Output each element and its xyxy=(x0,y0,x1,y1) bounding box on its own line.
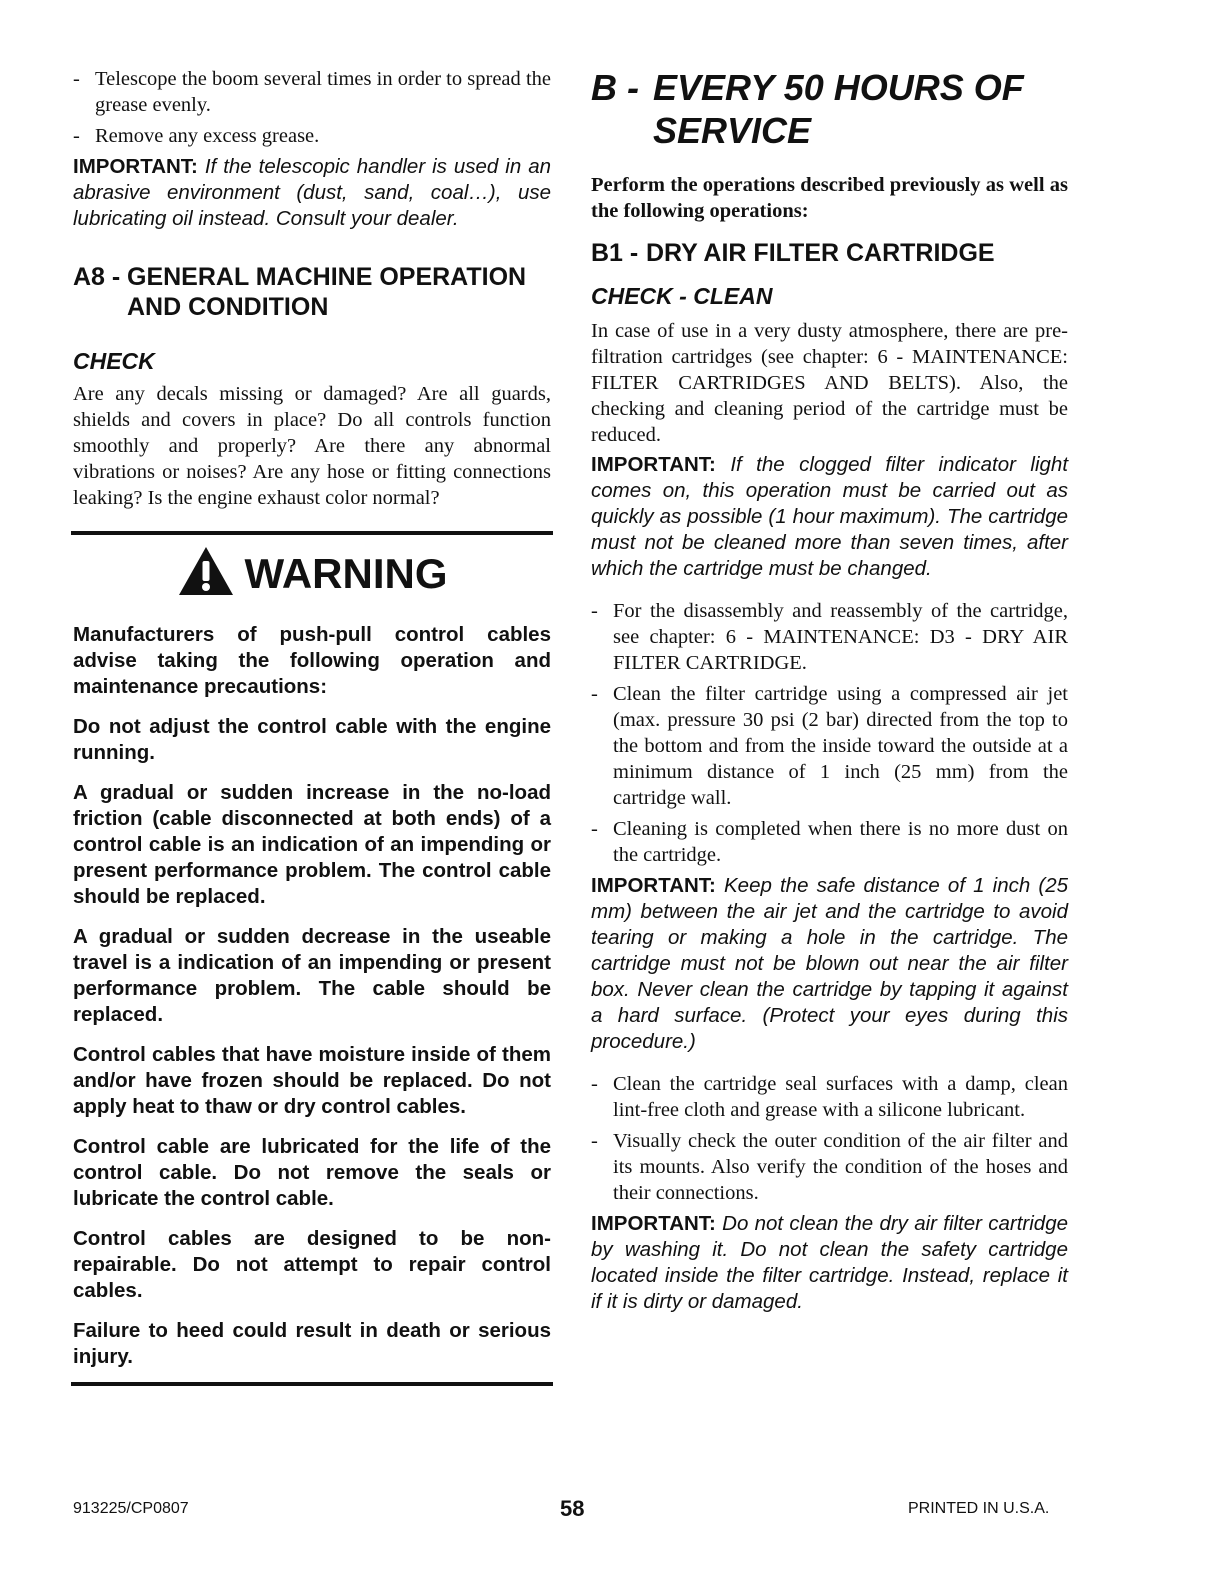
warning-paragraph: A gradual or sudden increase in the no-load friction (cable disconnected at both ends) of a control cable is an indication of an impending or present performance problem. The control cable should be replaced. xyxy=(73,781,551,908)
warning-paragraph: Control cable are lubricated for the life of the control cable. Do not remove the seals or lubricate the control cable. xyxy=(73,1135,551,1210)
cleaning-list xyxy=(591,598,1068,868)
important-note xyxy=(73,154,551,232)
warning-paragraph: Control cables are designed to be non-repairable. Do not attempt to repair control cables. xyxy=(73,1227,551,1302)
important-text: If the telescopic handler is used in an abrasive environment (dust, sand, coal…), use lubricating oil instead. Consult your dealer. xyxy=(73,155,551,230)
warning-paragraph: Control cables that have moisture inside of them and/or have frozen should be replaced. Do not apply heat to thaw or dry control cables. xyxy=(73,1043,551,1118)
warning-paragraph: Manufacturers of push-pull control cables advise taking the following operation and maintenance precautions: xyxy=(73,623,551,698)
important-note xyxy=(591,1211,1068,1315)
list-item: - Visually check the outer condition of the air filter and its mounts. Also verify the condition of the hoses and their connections. xyxy=(591,1130,1068,1204)
seal-list xyxy=(591,1071,1068,1206)
list-item: - Telescope the boom several times in order to spread the grease evenly. xyxy=(73,68,551,116)
important-text: Keep the safe distance of 1 inch (25 mm) between the air jet and the cartridge to avoid tearing or making a hole in the cartridge. The cartridge must not be blown out near the air filter box. Never clean the cartridge by tapping it against a hard surface. (Protect your eyes during this procedure.) xyxy=(591,874,1068,1053)
doc-number: 913225/CP0807 xyxy=(73,1500,189,1517)
subheading-check-clean: CHECK - CLEAN xyxy=(591,283,773,309)
warning-paragraph: A gradual or sudden decrease in the useable travel is a indication of an impending or present performance problem. The cable should be replaced. xyxy=(73,925,551,1026)
important-label: IMPORTANT: xyxy=(591,1212,723,1235)
warning-box xyxy=(71,531,553,1386)
dusty-paragraph: In case of use in a very dusty atmosphere, there are pre-filtration cartridges (see chapter: 6 - MAINTENANCE: FILTER CARTRIDGES AND BELTS). Also, the checking and cleaning period of the cartridge must be reduced. xyxy=(591,320,1068,446)
left-column xyxy=(73,66,551,1386)
bullet-text: Telescope the boom several times in order to spread the grease evenly. xyxy=(95,68,551,116)
warning-paragraph: Do not adjust the control cable with the engine running. xyxy=(73,715,551,764)
important-text: If the clogged filter indicator light comes on, this operation must be carried out as quickly as possible (1 hour maximum). The cartridge must not be cleaned more than seven times, after which the cartridge must be changed. xyxy=(591,453,1069,580)
important-note xyxy=(591,452,1068,582)
important-note xyxy=(591,873,1068,1055)
list-item: - For the disassembly and reassembly of the cartridge, see chapter: 6 - MAINTENANCE: D3 - DRY AIR FILTER CARTRIDGE. xyxy=(591,600,1068,674)
right-column xyxy=(591,66,1068,1315)
list-item: - Cleaning is completed when there is no more dust on the cartridge. xyxy=(591,818,1068,866)
warning-triangle-icon xyxy=(177,545,235,602)
warning-paragraph: Failure to heed could result in death or serious injury. xyxy=(73,1319,551,1368)
important-text: Do not clean the dry air filter cartridge by washing it. Do not clean the safety cartridge located inside the filter cartridge. Instead, replace it if it is dirty or damaged. xyxy=(591,1212,1068,1313)
subheading-check: CHECK xyxy=(73,348,155,374)
section-heading-b1: B1 - DRY AIR FILTER CARTRIDGE xyxy=(591,239,995,267)
intro-paragraph: Perform the operations described previously as well as the following operations: xyxy=(591,174,1068,222)
check-paragraph: Are any decals missing or damaged? Are all guards, shields and covers in place? Do all controls function smoothly and properly? Are there any abnormal vibrations or noises? Are any hose or fitting connections leaking? Is the engine exhaust color normal? xyxy=(73,383,551,509)
page-number: 58 xyxy=(560,1496,585,1521)
bullet-text: Remove any excess grease. xyxy=(95,125,320,147)
important-label: IMPORTANT: xyxy=(73,155,205,178)
list-item: - Clean the cartridge seal surfaces with a damp, clean lint-free cloth and grease with a silicone lubricant. xyxy=(591,1073,1068,1121)
warning-title: WARNING xyxy=(73,545,551,602)
list-item: - Remove any excess grease. xyxy=(73,123,551,149)
list-item: - Clean the filter cartridge using a compressed air jet (max. pressure 30 psi (2 bar) directed from the top to the bottom and from the inside toward the outside at a minimum distance of 1 inch (25 mm) from the cartridge wall. xyxy=(591,683,1068,809)
important-label: IMPORTANT: xyxy=(591,453,731,476)
important-label: IMPORTANT: xyxy=(591,874,724,897)
printed-in: PRINTED IN U.S.A. xyxy=(908,1500,1050,1517)
section-heading-a8: A8 - GENERAL MACHINE OPERATION AND CONDITION xyxy=(73,263,527,321)
section-heading-b: B - EVERY 50 HOURS OF SERVICE xyxy=(591,67,1024,151)
